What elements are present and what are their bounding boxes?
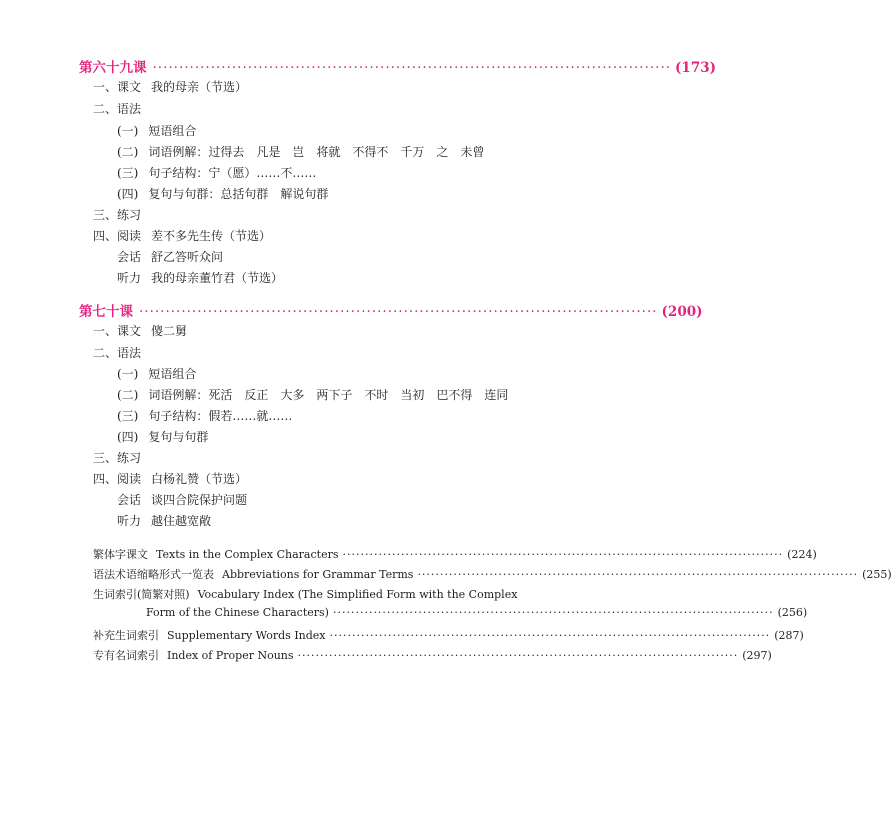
section-content: 我的母亲董竹君（节选） (151, 271, 284, 285)
grammar-item (117, 386, 508, 403)
grammar-item (117, 164, 316, 181)
appendix-page-number: (224) (787, 548, 817, 561)
section-label: 听力 (117, 514, 142, 528)
lesson-69-exercises (93, 206, 141, 223)
section-label: 听力 (117, 271, 142, 285)
grammar-item (117, 428, 208, 445)
appendix-grammar-abbreviations[interactable] (93, 566, 892, 582)
leader-dots: ·································································································· (329, 629, 771, 642)
appendix-title-zh: 繁体字课文 (93, 548, 148, 561)
item-label: (四) (117, 430, 139, 444)
lesson-69-reading (93, 227, 271, 244)
item-content: 短语组合 (148, 124, 197, 138)
section-label: 会话 (117, 250, 142, 264)
appendix-complex-characters[interactable] (93, 546, 817, 562)
appendix-title-zh: 生词索引(简繁对照) (93, 588, 190, 601)
section-content: 傻二舅 (151, 324, 188, 338)
section-label: 四、阅读 (93, 229, 142, 243)
appendix-vocabulary-index[interactable] (93, 586, 521, 602)
lesson-page-number: (200) (661, 304, 703, 320)
leader-dots: ·································································································· (417, 568, 859, 581)
appendix-page-number: (287) (774, 629, 804, 642)
section-content: 谈四合院保护问题 (151, 493, 248, 507)
appendix-page-number: (256) (777, 606, 808, 619)
appendix-title-en: Texts in the Complex Characters (156, 548, 339, 561)
lesson-69-heading[interactable] (79, 56, 717, 76)
section-label: 二、语法 (93, 102, 142, 116)
lesson-title: 第六十九课 (79, 60, 147, 76)
section-content: 白杨礼赞（节选） (151, 472, 248, 486)
section-content: 越住越宽敞 (151, 514, 212, 528)
section-label: 三、练习 (93, 451, 142, 465)
leader-dots: ·································································································· (332, 606, 774, 619)
lesson-70-text (93, 322, 187, 339)
lesson-69-grammar (93, 100, 141, 117)
leader-dots: ·································································································· (152, 60, 672, 76)
appendix-page-number: (255) (862, 568, 892, 581)
item-label: (三) (117, 409, 139, 423)
lesson-69-text (93, 78, 247, 95)
appendix-title-en-continued: Form of the Chinese Characters) (146, 606, 329, 619)
section-content: 我的母亲（节选） (151, 80, 248, 94)
item-label: (二) (117, 145, 139, 159)
appendix-title-en: Supplementary Words Index (167, 629, 326, 642)
appendix-proper-nouns[interactable] (93, 647, 772, 663)
lesson-70-grammar (93, 344, 141, 361)
section-label: 二、语法 (93, 346, 142, 360)
item-label: (三) (117, 166, 139, 180)
item-content: 词语例解：死活 反正 大多 两下子 不时 当初 巴不得 连同 (148, 388, 509, 402)
appendix-title-en: Abbreviations for Grammar Terms (222, 568, 414, 581)
lesson-70-exercises (93, 449, 141, 466)
section-label: 一、课文 (93, 324, 142, 338)
appendix-page-number: (297) (742, 649, 772, 662)
section-label: 三、练习 (93, 208, 142, 222)
leader-dots: ·································································································· (139, 304, 658, 320)
section-label: 一、课文 (93, 80, 142, 94)
grammar-item (117, 407, 292, 424)
grammar-item (117, 365, 196, 382)
item-content: 复句与句群 (148, 430, 209, 444)
item-content: 句子结构：宁（愿）……不…… (148, 166, 317, 180)
appendix-supplementary-words[interactable] (93, 627, 804, 643)
lesson-70-listening (117, 512, 211, 529)
grammar-item (117, 122, 196, 139)
section-content: 差不多先生传（节选） (151, 229, 272, 243)
lesson-69-listening (117, 269, 283, 286)
leader-dots: ·································································································· (342, 548, 784, 561)
lesson-70-heading[interactable] (79, 300, 703, 320)
appendix-title-zh: 语法术语缩略形式一览表 (93, 568, 214, 581)
item-content: 复句与句群：总括句群 解说句群 (148, 187, 329, 201)
item-label: (一) (117, 124, 139, 138)
section-content: 舒乙答听众问 (151, 250, 224, 264)
appendix-title-en: Vocabulary Index (The Simplified Form with the Complex (197, 588, 518, 601)
item-content: 短语组合 (148, 367, 197, 381)
grammar-item (117, 143, 484, 160)
appendix-vocabulary-index-continued[interactable] (146, 606, 808, 619)
item-label: (一) (117, 367, 139, 381)
section-label: 四、阅读 (93, 472, 142, 486)
section-label: 会话 (117, 493, 142, 507)
item-content: 句子结构：假若……就…… (148, 409, 293, 423)
lesson-70-conversation (117, 491, 247, 508)
grammar-item (117, 185, 328, 202)
item-label: (二) (117, 388, 139, 402)
leader-dots: ·································································································· (297, 649, 739, 662)
appendix-title-zh: 专有名词索引 (93, 649, 159, 662)
appendix-title-en: Index of Proper Nouns (167, 649, 294, 662)
item-content: 词语例解：过得去 凡是 岂 将就 不得不 千万 之 未曾 (148, 145, 485, 159)
lesson-page-number: (173) (675, 60, 717, 76)
lesson-title: 第七十课 (79, 304, 133, 320)
lesson-69-conversation (117, 248, 223, 265)
item-label: (四) (117, 187, 139, 201)
lesson-70-reading (93, 470, 247, 487)
appendix-title-zh: 补充生词索引 (93, 629, 159, 642)
